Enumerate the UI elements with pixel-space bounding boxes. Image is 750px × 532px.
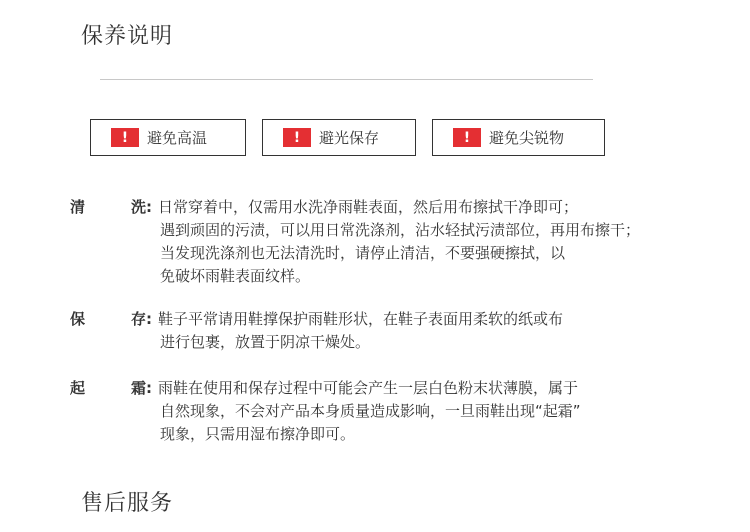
rule-text: [158, 377, 581, 446]
warning-label: 避光保存: [319, 129, 380, 147]
rule-line: 雨鞋在使用和保存过程中可能会产生一层白色粉末状薄膜，属于: [158, 379, 579, 397]
rule-line: 当发现洗涤剂也无法清洗时，请停止清洁，不要强硬擦拭，以: [160, 244, 566, 262]
exclamation-icon: !: [283, 128, 311, 147]
rule-line: 遇到顽固的污渍，可以用日常洗涤剂，沾水轻拭污渍部位，再用布擦干；: [160, 221, 641, 239]
rule-line: 现象，只需用湿布擦净即可。: [160, 425, 356, 443]
rule-key: 清 洗:: [70, 198, 152, 216]
warning-label: 避免高温: [147, 129, 208, 147]
divider: [100, 79, 593, 80]
warning-badge-high-temp: [90, 119, 246, 156]
rule-line: 日常穿着中，仅需用水洗净雨鞋表面，然后用布擦拭干净即可；: [158, 198, 579, 216]
warning-badge-light: [262, 119, 416, 156]
rule-key: 保 存:: [70, 310, 152, 328]
rule-text: [158, 196, 640, 288]
warning-badge-sharp: [432, 119, 605, 156]
rule-text: [158, 308, 563, 354]
rule-line: 进行包裹，放置于阴凉干燥处。: [160, 333, 371, 351]
section-title-service: 售后服务: [81, 491, 174, 516]
exclamation-icon: !: [111, 128, 139, 147]
rule-line: 免破坏雨鞋表面纹样。: [160, 267, 311, 285]
exclamation-icon: !: [453, 128, 481, 147]
rule-line: 鞋子平常请用鞋撑保护雨鞋形状，在鞋子表面用柔软的纸或布: [158, 310, 564, 328]
rule-line: 自然现象，不会对产品本身质量造成影响，一旦雨鞋出现“起霜”: [160, 402, 581, 420]
section-title-care: 保养说明: [81, 24, 174, 49]
warning-label: 避免尖锐物: [489, 129, 565, 147]
rule-key: 起 霜:: [70, 379, 152, 397]
